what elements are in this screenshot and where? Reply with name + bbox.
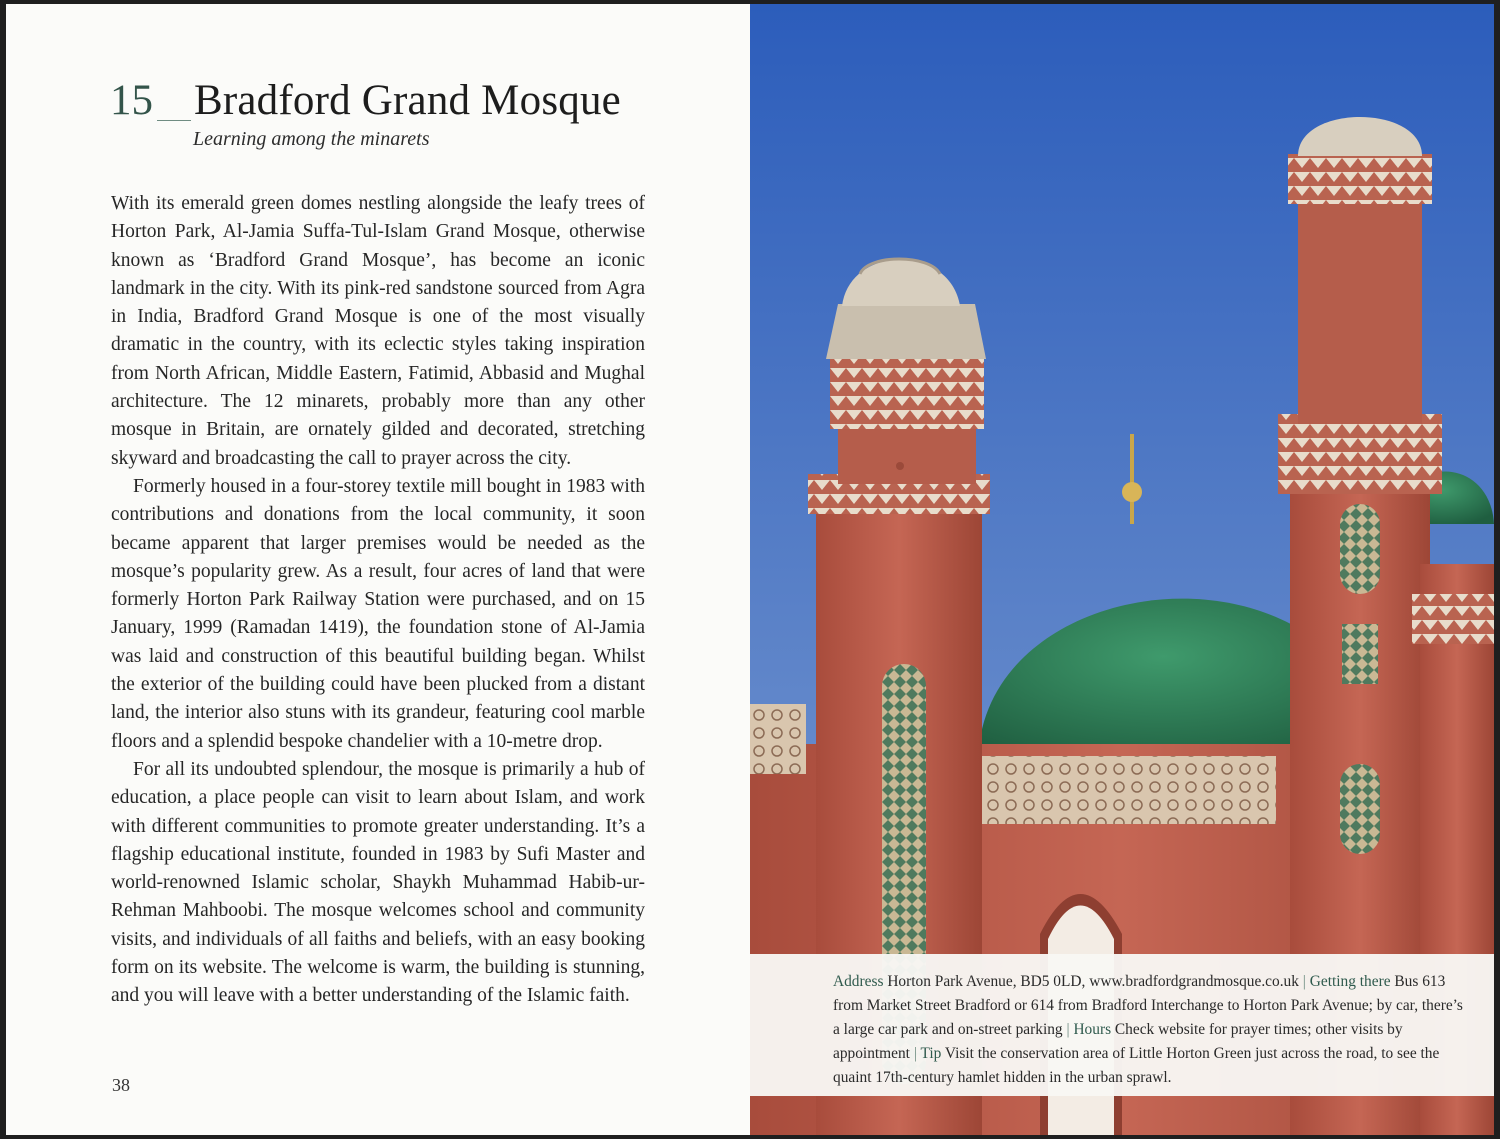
info-box-text	[833, 970, 1463, 1090]
getting-there-label: Getting there	[1309, 973, 1391, 990]
paragraph-1: With its emerald green domes nestling alongside the leafy trees of Horton Park, Al-Jamia Suffa-Tul-Islam Grand Mosque, otherwise known as ‘Bradford Grand Mosque’, has become an iconic landmark in the city. With its pink-red sandstone sourced from Agra in India, Bradford Grand Mosque is one of the most visually dramatic in the country, with its eclectic styles taking inspiration from North African, Middle Eastern, Fatimid, Abbasid and Mughal architecture. The 12 minarets, probably more than any other mosque in Britain, are ornately gilded and decorated, stretching skyward and broadcasting the call to prayer across the city.	[111, 193, 645, 469]
address-label: Address	[833, 973, 884, 990]
chapter-title: Bradford Grand Mosque	[194, 77, 621, 124]
body-text	[111, 190, 645, 1011]
separator-2: |	[1066, 1021, 1070, 1038]
separator-3: |	[913, 1045, 917, 1062]
page-number: 38	[112, 1075, 130, 1095]
chapter-number: 15	[110, 77, 153, 124]
tip-value: Visit the conservation area of Little Horton Green just across the road, to see the quaint 17th-century hamlet hidden in the urban sprawl.	[833, 1045, 1440, 1086]
hours-label: Hours	[1073, 1021, 1112, 1038]
getting-there-value: Bus 613 from Market Street Bradford or 614 from Bradford Interchange to Horton Park Avenue; by car, there’s a large car park and on-street parking	[833, 973, 1463, 1038]
hours-value: Check website for prayer times; other visits by appointment	[833, 1021, 1403, 1062]
book-spread	[6, 4, 1494, 1135]
right-page	[750, 4, 1494, 1135]
address-value: Horton Park Avenue, BD5 0LD, www.bradfordgrandmosque.co.uk	[887, 973, 1299, 990]
chapter-subtitle: Learning among the minarets	[193, 128, 430, 150]
paragraph-3: For all its undoubted splendour, the mosque is primarily a hub of education, a place people can visit to learn about Islam, and work with different communities to promote greater understanding. It’s a flagship educational institute, founded in 1983 by Sufi Master and world-renowned Islamic scholar, Shaykh Muhammad Habib-ur-Rehman Mahboobi. The mosque welcomes school and community visits, and individuals of all faiths and beliefs, with an easy booking form on its website. The welcome is warm, the building is stunning, and you will leave with a better understanding of the Islamic faith.	[111, 758, 645, 1007]
info-box	[750, 954, 1494, 1096]
left-page	[6, 4, 750, 1135]
tip-label: Tip	[920, 1045, 942, 1062]
number-rule	[157, 120, 191, 121]
separator-1: |	[1302, 973, 1306, 990]
paragraph-2: Formerly housed in a four-storey textile mill bought in 1983 with contributions and donations from the local community, it soon became apparent that larger premises would be needed as the mosque’s popularity grew. As a result, four acres of land that were formerly Horton Park Railway Station were purchased, and on 15 January, 1999 (Ramadan 1419), the foundation stone of Al-Jamia was laid and construction of this beautiful building began. Whilst the exterior of the building could have been plucked from a distant land, the interior also stuns with its grandeur, featuring cool marble floors and a splendid bespoke chandelier with a 10-metre drop.	[111, 475, 645, 752]
